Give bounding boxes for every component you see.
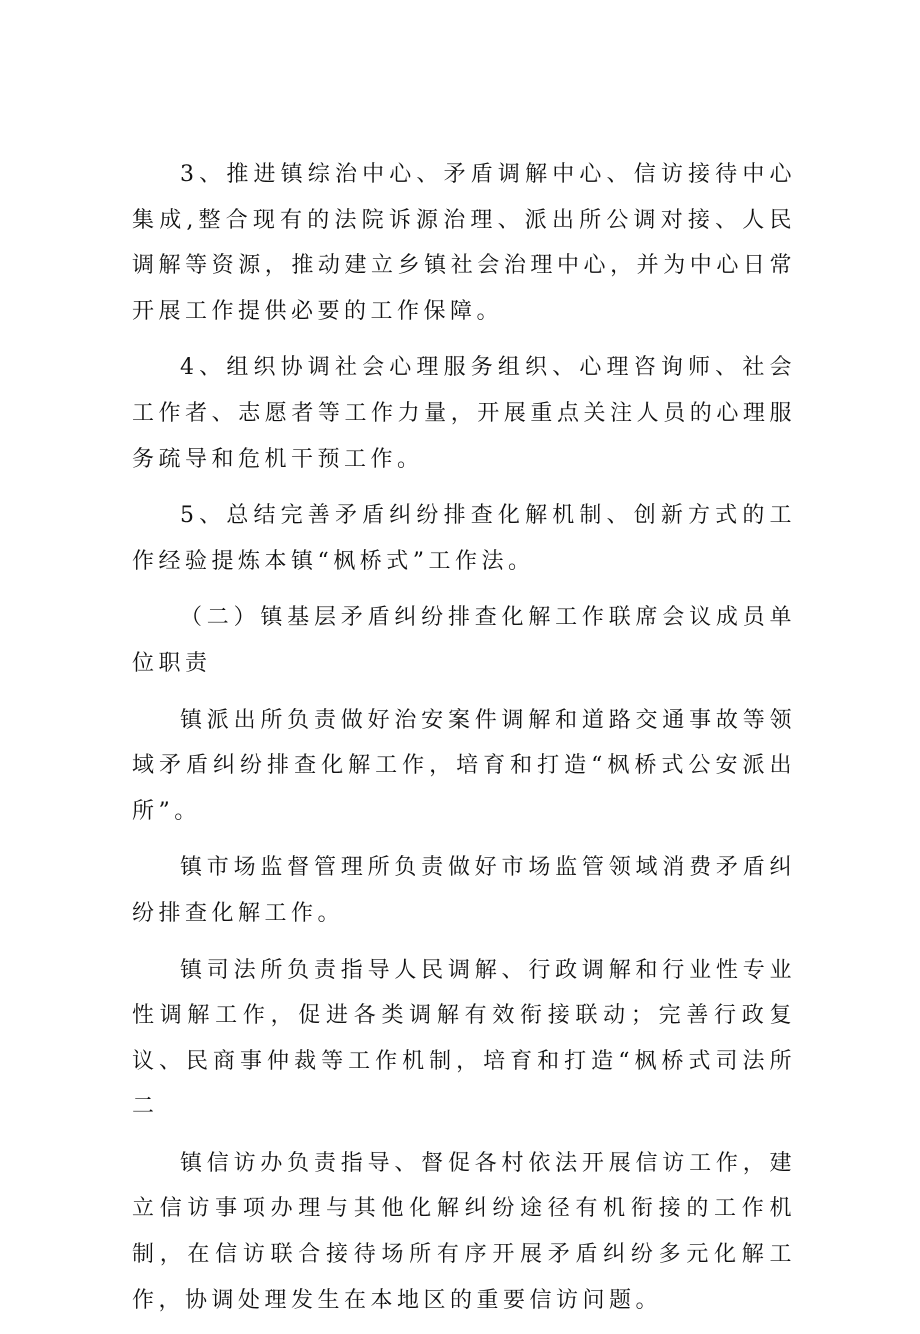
paragraph-police-station: 镇派出所负责做好治安案件调解和道路交通事故等领域矛盾纠纷排查化解工作，培育和打造“枫桥式公安派出所”。 — [132, 707, 796, 824]
paragraph-petition-office: 镇信访办负责指导、督促各村依法开展信访工作，建立信访事项办理与其他化解纠纷途径有机衔接的工作机制，在信访联合接待场所有序开展矛盾纠纷多元化解工作，协调处理发生在本地区的重要信访问题。 — [132, 1150, 796, 1313]
paragraph-judicial-office: 镇司法所负责指导人民调解、行政调解和行业性专业性调解工作，促进各类调解有效衔接联动；完善行政复议、民商事仲裁等工作机制，培育和打造“枫桥式司法所二 — [132, 957, 796, 1120]
document-body — [132, 152, 796, 1334]
section-heading: （二）镇基层矛盾纠纷排查化解工作联席会议成员单位职责 — [132, 605, 796, 676]
paragraph-item-4: 4、组织协调社会心理服务组织、心理咨询师、社会工作者、志愿者等工作力量，开展重点关注人员的心理服务疏导和危机干预工作。 — [132, 355, 796, 472]
paragraph-item-3: 3、推进镇综治中心、矛盾调解中心、信访接待中心集成,整合现有的法院诉源治理、派出所公调对接、人民调解等资源，推动建立乡镇社会治理中心，并为中心日常开展工作提供必要的工作保障。 — [132, 162, 796, 324]
paragraph-item-5: 5、总结完善矛盾纠纷排查化解机制、创新方式的工作经验提炼本镇“枫桥式”工作法。 — [132, 503, 796, 574]
paragraph-market-supervision: 镇市场监督管理所负责做好市场监管领域消费矛盾纠纷排查化解工作。 — [132, 855, 796, 926]
